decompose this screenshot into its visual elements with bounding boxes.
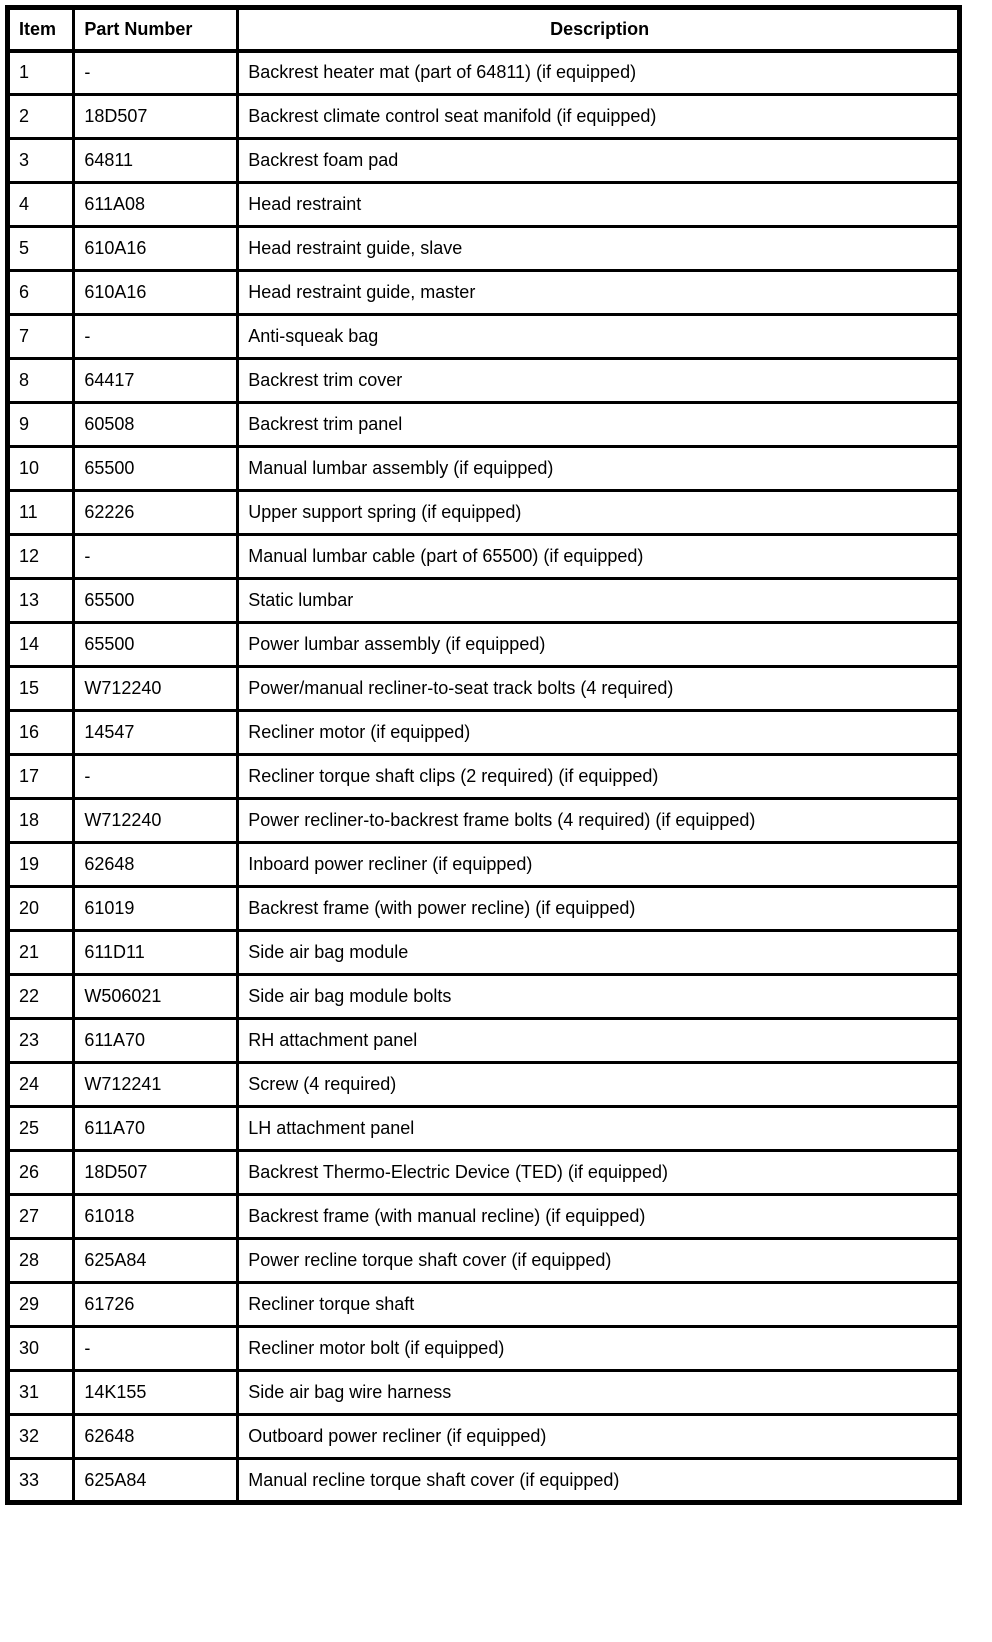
table-row [8, 447, 960, 491]
item-cell: 8 [8, 359, 74, 403]
description-cell: Side air bag wire harness [238, 1371, 960, 1415]
description-cell: Backrest frame (with manual recline) (if equipped) [238, 1195, 960, 1239]
item-cell: 17 [8, 755, 74, 799]
part-number-cell: 610A16 [74, 271, 238, 315]
part-number-cell: - [74, 315, 238, 359]
part-number-cell: W712241 [74, 1063, 238, 1107]
part-number-cell: 611A70 [74, 1107, 238, 1151]
item-cell: 32 [8, 1415, 74, 1459]
description-cell: Head restraint guide, slave [238, 227, 960, 271]
table-row [8, 1371, 960, 1415]
part-number-cell: 65500 [74, 447, 238, 491]
part-number-cell: 62226 [74, 491, 238, 535]
part-number-cell: 65500 [74, 623, 238, 667]
table-row [8, 1459, 960, 1503]
part-number-cell: - [74, 1327, 238, 1371]
table-row [8, 623, 960, 667]
table-row [8, 843, 960, 887]
part-number-cell: 610A16 [74, 227, 238, 271]
table-row [8, 931, 960, 975]
description-cell: Manual lumbar assembly (if equipped) [238, 447, 960, 491]
description-cell: LH attachment panel [238, 1107, 960, 1151]
table-row [8, 799, 960, 843]
description-cell: Side air bag module bolts [238, 975, 960, 1019]
item-cell: 29 [8, 1283, 74, 1327]
part-number-cell: 625A84 [74, 1239, 238, 1283]
item-cell: 1 [8, 51, 74, 95]
item-cell: 4 [8, 183, 74, 227]
item-cell: 18 [8, 799, 74, 843]
table-row [8, 1283, 960, 1327]
description-cell: Recliner motor (if equipped) [238, 711, 960, 755]
table-row [8, 491, 960, 535]
table-row [8, 755, 960, 799]
column-header-part-number: Part Number [74, 8, 238, 51]
table-row [8, 887, 960, 931]
item-cell: 7 [8, 315, 74, 359]
part-number-cell: W712240 [74, 799, 238, 843]
table-row [8, 95, 960, 139]
description-cell: Head restraint [238, 183, 960, 227]
item-cell: 22 [8, 975, 74, 1019]
description-cell: Inboard power recliner (if equipped) [238, 843, 960, 887]
part-number-cell: 14547 [74, 711, 238, 755]
item-cell: 30 [8, 1327, 74, 1371]
description-cell: Recliner torque shaft clips (2 required) (if equipped) [238, 755, 960, 799]
item-cell: 11 [8, 491, 74, 535]
item-cell: 23 [8, 1019, 74, 1063]
description-cell: Recliner torque shaft [238, 1283, 960, 1327]
part-number-cell: 18D507 [74, 95, 238, 139]
table-row [8, 1151, 960, 1195]
item-cell: 21 [8, 931, 74, 975]
item-cell: 20 [8, 887, 74, 931]
description-cell: Anti-squeak bag [238, 315, 960, 359]
item-cell: 2 [8, 95, 74, 139]
table-row [8, 315, 960, 359]
description-cell: Power recline torque shaft cover (if equipped) [238, 1239, 960, 1283]
table-row [8, 1063, 960, 1107]
table-row [8, 359, 960, 403]
part-number-cell: - [74, 755, 238, 799]
item-cell: 15 [8, 667, 74, 711]
description-cell: Backrest frame (with power recline) (if equipped) [238, 887, 960, 931]
table-row [8, 1239, 960, 1283]
table-row [8, 403, 960, 447]
description-cell: Backrest trim cover [238, 359, 960, 403]
part-number-cell: - [74, 51, 238, 95]
item-cell: 24 [8, 1063, 74, 1107]
description-cell: Backrest heater mat (part of 64811) (if equipped) [238, 51, 960, 95]
part-number-cell: 61018 [74, 1195, 238, 1239]
table-row [8, 139, 960, 183]
parts-table [5, 5, 962, 1505]
part-number-cell: 61019 [74, 887, 238, 931]
part-number-cell: W506021 [74, 975, 238, 1019]
item-cell: 27 [8, 1195, 74, 1239]
part-number-cell: 14K155 [74, 1371, 238, 1415]
description-cell: Outboard power recliner (if equipped) [238, 1415, 960, 1459]
table-row [8, 1415, 960, 1459]
description-cell: Backrest foam pad [238, 139, 960, 183]
part-number-cell: 60508 [74, 403, 238, 447]
part-number-cell: 611D11 [74, 931, 238, 975]
part-number-cell: 61726 [74, 1283, 238, 1327]
table-row [8, 1195, 960, 1239]
item-cell: 26 [8, 1151, 74, 1195]
part-number-cell: 64417 [74, 359, 238, 403]
part-number-cell: - [74, 535, 238, 579]
description-cell: RH attachment panel [238, 1019, 960, 1063]
table-row [8, 1019, 960, 1063]
table-row [8, 271, 960, 315]
item-cell: 25 [8, 1107, 74, 1151]
part-number-cell: 65500 [74, 579, 238, 623]
part-number-cell: W712240 [74, 667, 238, 711]
part-number-cell: 611A70 [74, 1019, 238, 1063]
table-row [8, 535, 960, 579]
description-cell: Power recliner-to-backrest frame bolts (4 required) (if equipped) [238, 799, 960, 843]
description-cell: Upper support spring (if equipped) [238, 491, 960, 535]
table-row [8, 51, 960, 95]
table-row [8, 711, 960, 755]
item-cell: 9 [8, 403, 74, 447]
description-cell: Head restraint guide, master [238, 271, 960, 315]
description-cell: Backrest Thermo-Electric Device (TED) (if equipped) [238, 1151, 960, 1195]
table-row [8, 1107, 960, 1151]
table-row [8, 183, 960, 227]
part-number-cell: 64811 [74, 139, 238, 183]
table-row [8, 227, 960, 271]
item-cell: 10 [8, 447, 74, 491]
header-row [8, 8, 960, 51]
item-cell: 28 [8, 1239, 74, 1283]
part-number-cell: 625A84 [74, 1459, 238, 1503]
item-cell: 16 [8, 711, 74, 755]
column-header-item: Item [8, 8, 74, 51]
description-cell: Static lumbar [238, 579, 960, 623]
item-cell: 3 [8, 139, 74, 183]
column-header-description: Description [238, 8, 960, 51]
part-number-cell: 62648 [74, 843, 238, 887]
description-cell: Recliner motor bolt (if equipped) [238, 1327, 960, 1371]
item-cell: 33 [8, 1459, 74, 1503]
description-cell: Power lumbar assembly (if equipped) [238, 623, 960, 667]
table-row [8, 1327, 960, 1371]
description-cell: Manual recline torque shaft cover (if equipped) [238, 1459, 960, 1503]
part-number-cell: 611A08 [74, 183, 238, 227]
description-cell: Screw (4 required) [238, 1063, 960, 1107]
item-cell: 13 [8, 579, 74, 623]
item-cell: 12 [8, 535, 74, 579]
table-row [8, 975, 960, 1019]
table-row [8, 579, 960, 623]
item-cell: 6 [8, 271, 74, 315]
description-cell: Manual lumbar cable (part of 65500) (if equipped) [238, 535, 960, 579]
item-cell: 5 [8, 227, 74, 271]
table-body [8, 51, 960, 1503]
item-cell: 31 [8, 1371, 74, 1415]
description-cell: Backrest climate control seat manifold (if equipped) [238, 95, 960, 139]
description-cell: Power/manual recliner-to-seat track bolts (4 required) [238, 667, 960, 711]
description-cell: Side air bag module [238, 931, 960, 975]
part-number-cell: 62648 [74, 1415, 238, 1459]
part-number-cell: 18D507 [74, 1151, 238, 1195]
item-cell: 14 [8, 623, 74, 667]
table-row [8, 667, 960, 711]
description-cell: Backrest trim panel [238, 403, 960, 447]
item-cell: 19 [8, 843, 74, 887]
